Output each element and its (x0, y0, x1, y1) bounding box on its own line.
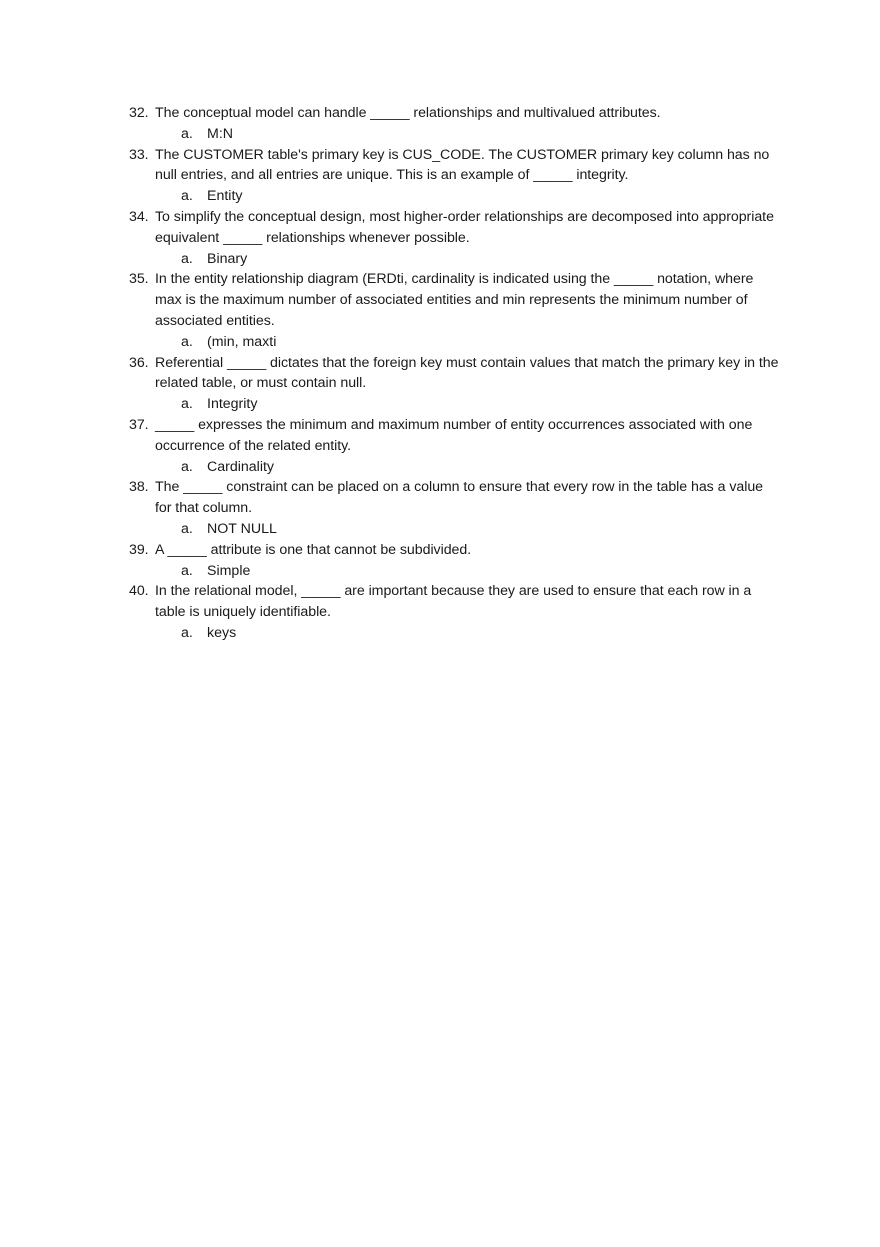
question-text: Referential _____ dictates that the foreign key must contain values that match the primary key in the related table, or must contain null. (155, 354, 779, 392)
question-34 (129, 207, 779, 249)
question-number: 39. (129, 541, 149, 558)
answer-35 (129, 332, 779, 353)
answer-33 (129, 186, 779, 207)
answer-label: a. (181, 188, 193, 205)
answer-text: Cardinality (207, 458, 275, 475)
answer-34 (129, 249, 779, 270)
answer-32 (129, 124, 779, 145)
answer-label: a. (181, 250, 193, 267)
question-number: 34. (129, 208, 149, 225)
question-list (129, 103, 779, 644)
question-number: 32. (129, 105, 149, 121)
question-text: In the entity relationship diagram (ERDti, cardinality is indicated using the _____ notation, where max is the maximum number of associated entities and min represents the minimum number of associated entities. (155, 271, 754, 329)
answer-38 (129, 519, 779, 540)
answer-text: Binary (207, 250, 248, 267)
question-text: In the relational model, _____ are important because they are used to ensure that each row in a table is uniquely identifiable. (155, 583, 752, 621)
question-number: 35. (129, 271, 149, 288)
answer-36 (129, 394, 779, 415)
question-text: A _____ attribute is one that cannot be subdivided. (155, 541, 472, 558)
question-number: 38. (129, 479, 149, 496)
question-text: The conceptual model can handle _____ relationships and multivalued attributes. (155, 105, 661, 121)
question-32 (129, 103, 779, 124)
question-35 (129, 269, 779, 331)
question-number: 36. (129, 354, 149, 371)
answer-label: a. (181, 458, 193, 475)
question-37 (129, 415, 779, 457)
question-38 (129, 477, 779, 519)
question-number: 40. (129, 583, 149, 600)
question-39 (129, 540, 779, 561)
answer-37 (129, 457, 779, 478)
question-36 (129, 353, 779, 395)
question-40 (129, 581, 779, 623)
question-33 (129, 145, 779, 187)
question-text: The _____ constraint can be placed on a column to ensure that every row in the table has a value for that column. (155, 479, 764, 517)
answer-text: Simple (207, 562, 251, 579)
answer-label: a. (181, 396, 193, 413)
answer-label: a. (181, 562, 193, 579)
answer-label: a. (181, 624, 193, 641)
answer-text: (min, maxti (207, 333, 277, 350)
answer-label: a. (181, 520, 193, 537)
answer-text: keys (207, 624, 237, 641)
answer-text: Entity (207, 188, 243, 205)
answer-text: Integrity (207, 396, 258, 413)
answer-39 (129, 561, 779, 582)
question-number: 33. (129, 146, 149, 163)
question-number: 37. (129, 416, 149, 433)
answer-label: a. (181, 333, 193, 350)
answer-text: M:N (207, 125, 234, 142)
answer-label: a. (181, 125, 193, 142)
question-text: The CUSTOMER table's primary key is CUS_CODE. The CUSTOMER primary key column has no null entries, and all entries are unique. This is an example of _____ integrity. (155, 146, 770, 184)
question-text: _____ expresses the minimum and maximum number of entity occurrences associated with one occurrence of the related entity. (155, 416, 753, 454)
question-text: To simplify the conceptual design, most higher-order relationships are decomposed into appropriate equivalent _____ relationships whenever possible. (155, 208, 774, 246)
answer-40 (129, 623, 779, 644)
answer-text: NOT NULL (207, 520, 277, 537)
